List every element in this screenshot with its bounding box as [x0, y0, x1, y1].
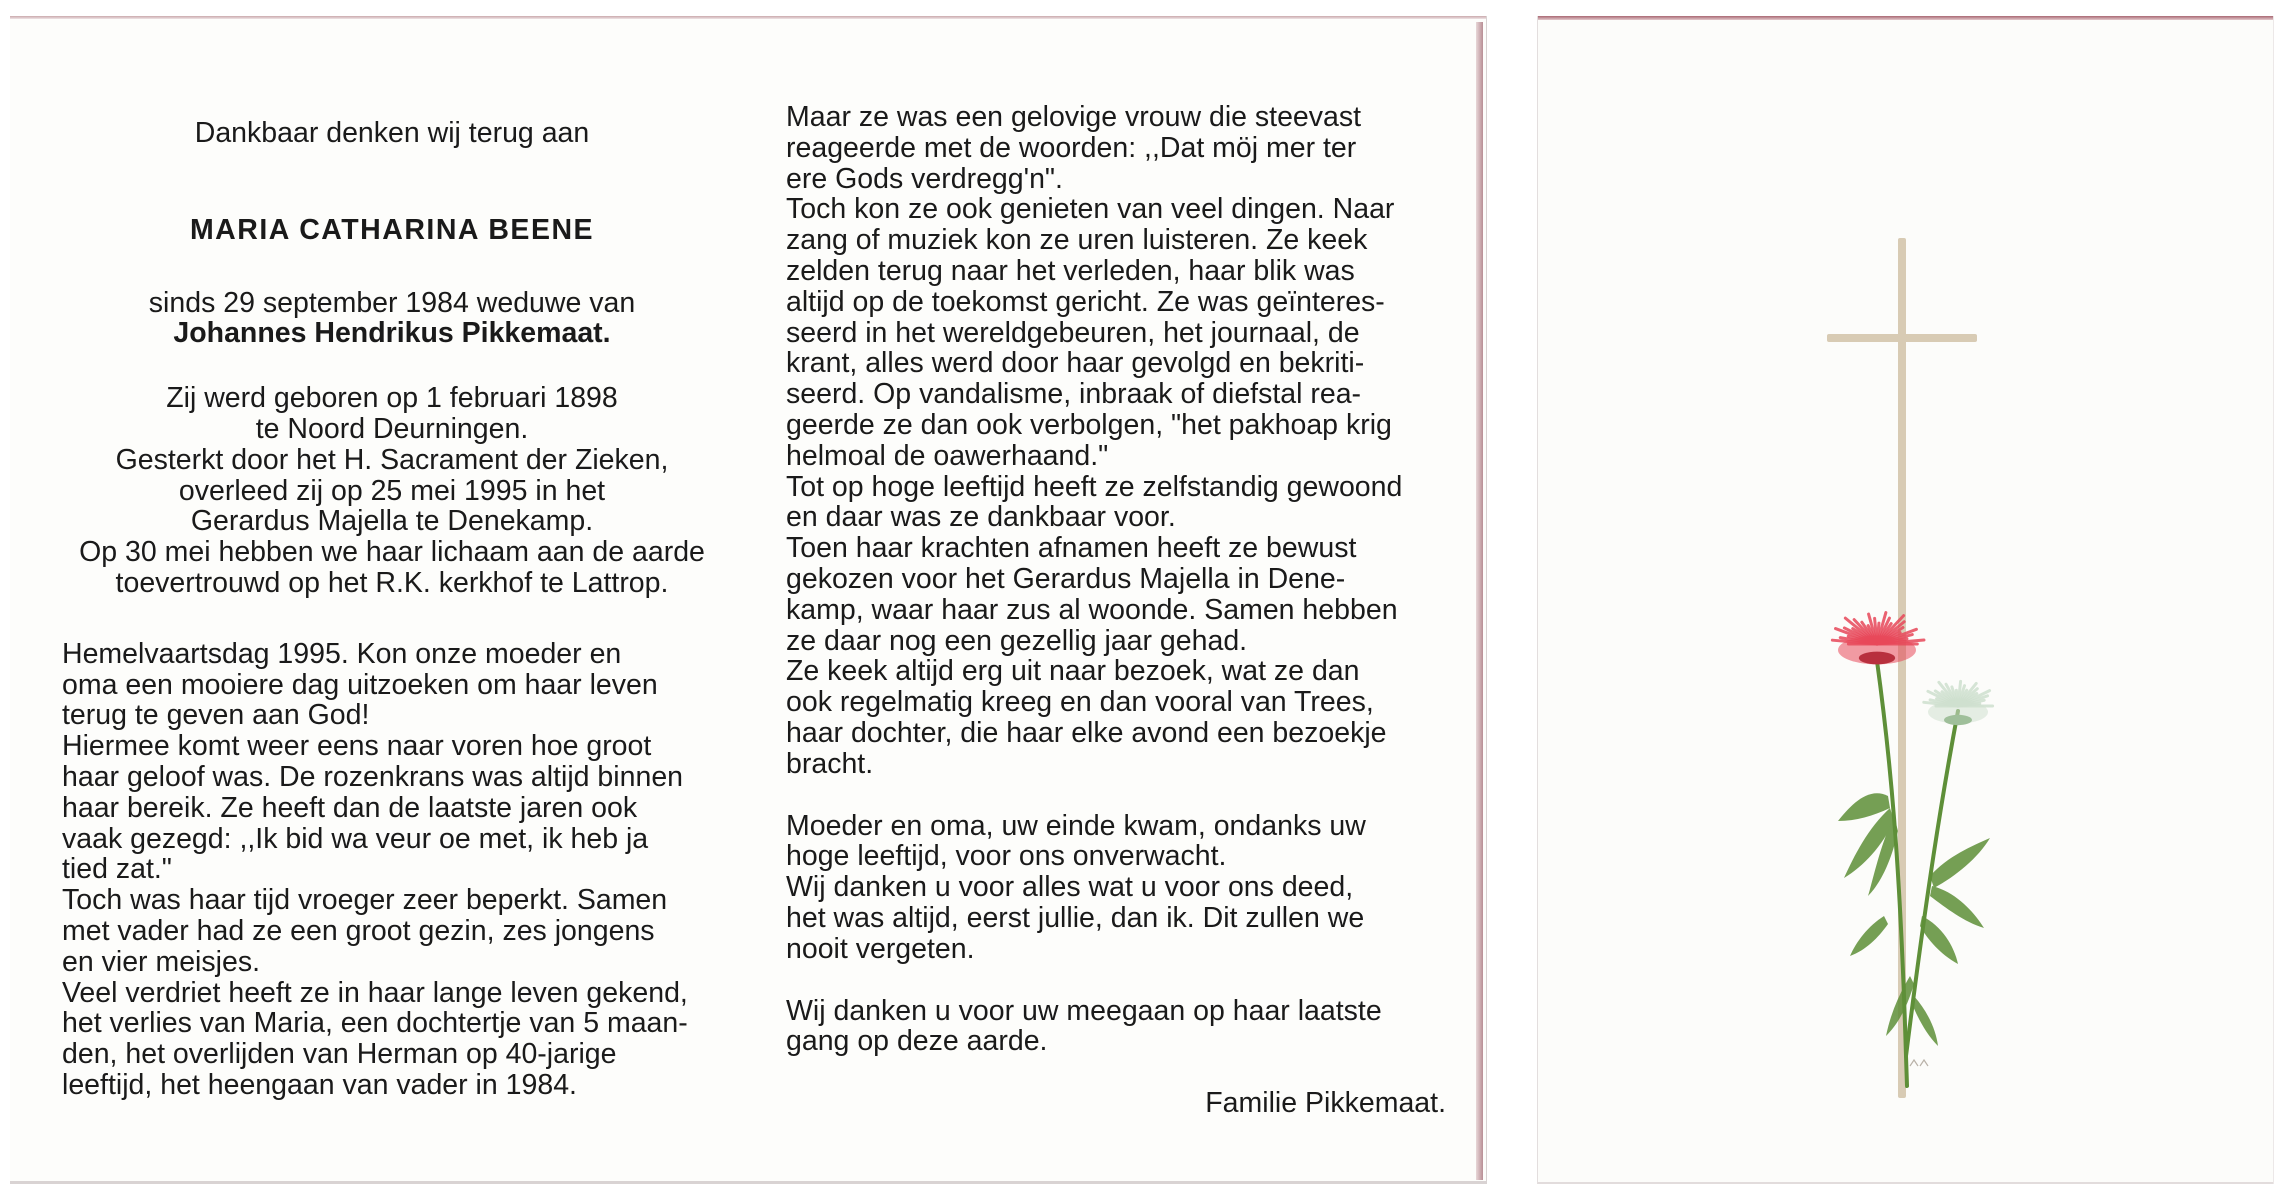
tribute-paragraph: [786, 102, 1446, 780]
tribute-line: gekozen voor het Gerardus Majella in Dene-: [786, 562, 1346, 595]
memory-line: vaak gezegd: ,,Ik bid wa veur oe met, ik heb ja: [62, 822, 649, 855]
artist-mark-icon: [1910, 1060, 1928, 1066]
left-text-column: [62, 96, 722, 1101]
husband-name: Johannes Hendrikus Pikkemaat.: [173, 317, 611, 350]
farewell-line: nooit vergeten.: [786, 932, 975, 965]
life-facts-line: te Noord Deurningen.: [255, 412, 529, 445]
thanks-line: Wij danken u voor uw meegaan op haar laatste: [786, 994, 1382, 1027]
tribute-line: Maar ze was een gelovige vrouw die steevast: [786, 101, 1362, 133]
tribute-line: seerd. Op vandalisme, inbraak of diefstal rea-: [786, 378, 1362, 411]
memory-line: Hiermee komt weer eens naar voren hoe groot: [62, 730, 652, 763]
memory-line: oma een mooiere dag uitzoeken om haar leven: [62, 668, 658, 701]
memorial-card-cover: [1537, 16, 2274, 1184]
farewell-line: het was altijd, eerst jullie, dan ik. Dit zullen we: [786, 901, 1365, 934]
red-flower-icon: [1832, 613, 1924, 665]
pale-flower-icon: [1924, 681, 1993, 725]
tribute-line: helmoal de oawerhaand.": [786, 439, 1109, 472]
memory-line: den, het overlijden van Herman op 40-jarige: [62, 1038, 617, 1071]
tribute-line: kamp, waar haar zus al woonde. Samen hebben: [786, 593, 1398, 626]
card-fold-edge: [1476, 22, 1483, 1180]
tribute-line: zang of muziek kon ze uren luisteren. Ze keek: [786, 224, 1368, 257]
memory-line: tied zat.": [62, 853, 172, 886]
tribute-line: ere Gods verdregg'n".: [786, 162, 1063, 195]
memory-line: leeftijd, het heengaan van vader in 1984.: [62, 1068, 577, 1101]
life-facts-line: Zij werd geboren op 1 februari 1898: [166, 382, 618, 415]
right-text-column: [786, 102, 1446, 1119]
farewell-paragraph: [786, 811, 1446, 965]
flower-leaves: [1838, 793, 1990, 1046]
thanks-line: gang op deze aarde.: [786, 1025, 1048, 1058]
memory-paragraph: [62, 639, 722, 1101]
tribute-line: geerde ze dan ook verbolgen, "het pakhoap krig: [786, 408, 1392, 441]
memory-line: terug te geven aan God!: [62, 699, 370, 732]
tribute-line: seerd in het wereldgebeuren, het journaal, de: [786, 316, 1360, 349]
tribute-line: reageerde met de woorden: ,,Dat möj mer ter: [786, 131, 1357, 164]
paragraph-gap: [786, 965, 1446, 996]
memory-line: haar bereik. Ze heeft dan de laatste jaren ook: [62, 791, 638, 824]
memory-line: haar geloof was. De rozenkrans was altijd binnen: [62, 760, 684, 793]
paragraph-gap: [786, 780, 1446, 811]
tribute-line: Toen haar krachten afnamen heeft ze bewust: [786, 532, 1357, 565]
memory-line: en vier meisjes.: [62, 945, 260, 978]
cross-and-flowers-illustration: [1538, 16, 2273, 1184]
intro-line: Dankbaar denken wij terug aan: [194, 117, 590, 149]
memory-line: met vader had ze een groot gezin, zes jongens: [62, 914, 655, 947]
memory-line: Hemelvaartsdag 1995. Kon onze moeder en: [62, 637, 622, 670]
life-facts-line: overleed zij op 25 mei 1995 in het: [178, 474, 606, 507]
life-facts-line: toevertrouwd op het R.K. kerkhof te Lattrop.: [115, 566, 669, 599]
life-facts-line: Gesterkt door het H. Sacrament der Zieken,: [115, 443, 669, 476]
farewell-line: Moeder en oma, uw einde kwam, ondanks uw: [786, 809, 1366, 842]
memorial-card-text-panel: [10, 16, 1487, 1184]
family-signature: Familie Pikkemaat.: [1205, 1087, 1446, 1120]
heading-block: [62, 118, 722, 599]
life-facts-line: Gerardus Majella te Denekamp.: [190, 505, 594, 538]
tribute-line: bracht.: [786, 747, 874, 780]
tribute-line: altijd op de toekomst gericht. Ze was geïnteres-: [786, 285, 1385, 318]
memory-line: het verlies van Maria, een dochtertje van 5 maan-: [62, 1007, 688, 1040]
tribute-line: haar dochter, die haar elke avond een bezoekje: [786, 716, 1387, 749]
tribute-line: ze daar nog een gezellig jaar gehad.: [786, 624, 1248, 657]
life-facts-line: Op 30 mei hebben we haar lichaam aan de aarde: [79, 536, 705, 569]
widow-line: sinds 29 september 1984 weduwe van: [148, 286, 636, 319]
farewell-line: hoge leeftijd, voor ons onverwacht.: [786, 840, 1227, 873]
memory-line: Toch was haar tijd vroeger zeer beperkt. Samen: [62, 884, 668, 917]
thanks-paragraph: [786, 996, 1446, 1058]
farewell-line: Wij danken u voor alles wat u voor ons deed,: [786, 871, 1354, 904]
tribute-line: Tot op hoge leeftijd heeft ze zelfstandig gewoond: [786, 470, 1403, 503]
deceased-name: MARIA CATHARINA BEENE: [189, 213, 595, 246]
tribute-line: zelden terug naar het verleden, haar blik was: [786, 254, 1355, 287]
memory-line: Veel verdriet heeft ze in haar lange leven gekend,: [62, 976, 688, 1009]
tribute-line: Toch kon ze ook genieten van veel dingen. Naar: [786, 193, 1395, 226]
life-facts-block: [62, 383, 722, 599]
tribute-line: en daar was ze dankbaar voor.: [786, 501, 1176, 534]
tribute-line: krant, alles werd door haar gevolgd en bekriti-: [786, 347, 1365, 380]
tribute-line: Ze keek altijd erg uit naar bezoek, wat ze dan: [786, 655, 1360, 688]
tribute-line: ook regelmatig kreeg en dan vooral van Trees,: [786, 686, 1374, 719]
